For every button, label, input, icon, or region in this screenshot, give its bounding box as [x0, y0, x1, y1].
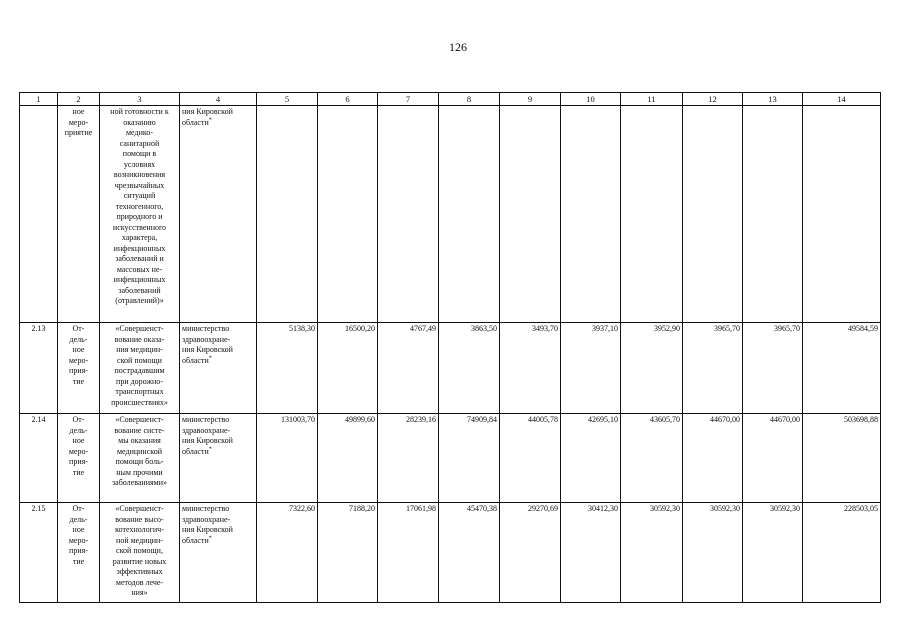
footnote-mark: * — [208, 354, 212, 361]
row-name-cell: «Совершенст- вование систе- мы оказания медицинской помощи боль- ным прочими заболеваниями» — [100, 414, 180, 503]
value-cell — [621, 106, 683, 323]
row-type-cell: ное меро- приятие — [58, 106, 100, 323]
row-id-cell: 2.15 — [20, 503, 58, 603]
footnote-mark: * — [208, 534, 212, 541]
value-cell: 16500,20 — [318, 323, 378, 414]
column-number: 11 — [621, 93, 683, 106]
value-cell — [803, 106, 881, 323]
executor-text: министерство здравоохране- ния Кировской области — [182, 324, 233, 365]
table-row — [20, 323, 881, 414]
table-row — [20, 503, 881, 603]
column-number: 13 — [743, 93, 803, 106]
column-number: 7 — [378, 93, 439, 106]
row-type-cell: От- дель- ное меро- прия- тие — [58, 503, 100, 603]
value-cell — [743, 106, 803, 323]
value-cell: 30592,30 — [743, 503, 803, 603]
column-number: 9 — [500, 93, 561, 106]
value-cell: 503698,88 — [803, 414, 881, 503]
value-cell: 228503,05 — [803, 503, 881, 603]
value-cell: 44670,00 — [743, 414, 803, 503]
value-cell — [561, 106, 621, 323]
value-cell: 43605,70 — [621, 414, 683, 503]
page-number: 126 — [449, 40, 467, 54]
value-cell: 28239,16 — [378, 414, 439, 503]
table-row-continuation — [20, 106, 881, 323]
value-cell — [683, 106, 743, 323]
value-cell: 3965,70 — [743, 323, 803, 414]
column-number: 2 — [58, 93, 100, 106]
value-cell: 5138,30 — [257, 323, 318, 414]
value-cell: 49899,60 — [318, 414, 378, 503]
value-cell: 3863,50 — [439, 323, 500, 414]
column-number-row — [20, 93, 881, 106]
row-type-cell: От- дель- ное меро- прия- тие — [58, 414, 100, 503]
row-type-cell: От- дель- ное меро- прия- тие — [58, 323, 100, 414]
column-number: 4 — [180, 93, 257, 106]
executor-text: министерство здравоохране- ния Кировской области — [182, 415, 233, 456]
column-number: 3 — [100, 93, 180, 106]
value-cell: 45470,38 — [439, 503, 500, 603]
value-cell: 29270,69 — [500, 503, 561, 603]
value-cell: 44670,00 — [683, 414, 743, 503]
value-cell: 30592,30 — [683, 503, 743, 603]
row-name-cell: «Совершенст- вование оказа- ния медицин- ской помощи пострадавшим при дорожно- транспортных происшествиях» — [100, 323, 180, 414]
value-cell: 30412,30 — [561, 503, 621, 603]
value-cell: 49584,59 — [803, 323, 881, 414]
value-cell: 7322,60 — [257, 503, 318, 603]
value-cell: 131003,70 — [257, 414, 318, 503]
value-cell: 44005,78 — [500, 414, 561, 503]
column-number: 5 — [257, 93, 318, 106]
value-cell: 7188,20 — [318, 503, 378, 603]
row-id-cell: 2.14 — [20, 414, 58, 503]
row-id-cell: 2.13 — [20, 323, 58, 414]
row-id-cell — [20, 106, 58, 323]
column-number: 10 — [561, 93, 621, 106]
executor-text: министерство здравоохране- ния Кировской области — [182, 504, 233, 545]
column-number: 12 — [683, 93, 743, 106]
value-cell — [439, 106, 500, 323]
value-cell: 30592,30 — [621, 503, 683, 603]
row-name-cell: «Совершенст- вование высо- котехнологич- ной медицин- ской помощи, развитие новых эффективных методов лече- ния» — [100, 503, 180, 603]
footnote-mark: * — [208, 445, 212, 452]
value-cell — [257, 106, 318, 323]
value-cell: 17061,98 — [378, 503, 439, 603]
value-cell: 42695,10 — [561, 414, 621, 503]
row-executor-cell — [180, 323, 257, 414]
column-number: 14 — [803, 93, 881, 106]
budget-table — [19, 92, 881, 603]
value-cell: 3965,70 — [683, 323, 743, 414]
value-cell — [378, 106, 439, 323]
executor-text: ния Кировской области — [182, 107, 233, 127]
value-cell: 3952,90 — [621, 323, 683, 414]
row-executor-cell — [180, 414, 257, 503]
value-cell: 3937,10 — [561, 323, 621, 414]
value-cell — [318, 106, 378, 323]
row-executor-cell — [180, 106, 257, 323]
row-name-cell: ной готовности к оказанию медико- санитарной помощи в условиях возникновения чрезвычайных ситуаций техногенного, природного и искусственного характера, инфекционных заболеваний и массовых не- инфекционных заболеваний (отравлений)» — [100, 106, 180, 323]
value-cell: 3493,70 — [500, 323, 561, 414]
column-number: 6 — [318, 93, 378, 106]
value-cell — [500, 106, 561, 323]
column-number: 1 — [20, 93, 58, 106]
table-row — [20, 414, 881, 503]
footnote-mark: * — [208, 116, 212, 123]
value-cell: 4767,49 — [378, 323, 439, 414]
value-cell: 74909,84 — [439, 414, 500, 503]
row-executor-cell — [180, 503, 257, 603]
column-number: 8 — [439, 93, 500, 106]
